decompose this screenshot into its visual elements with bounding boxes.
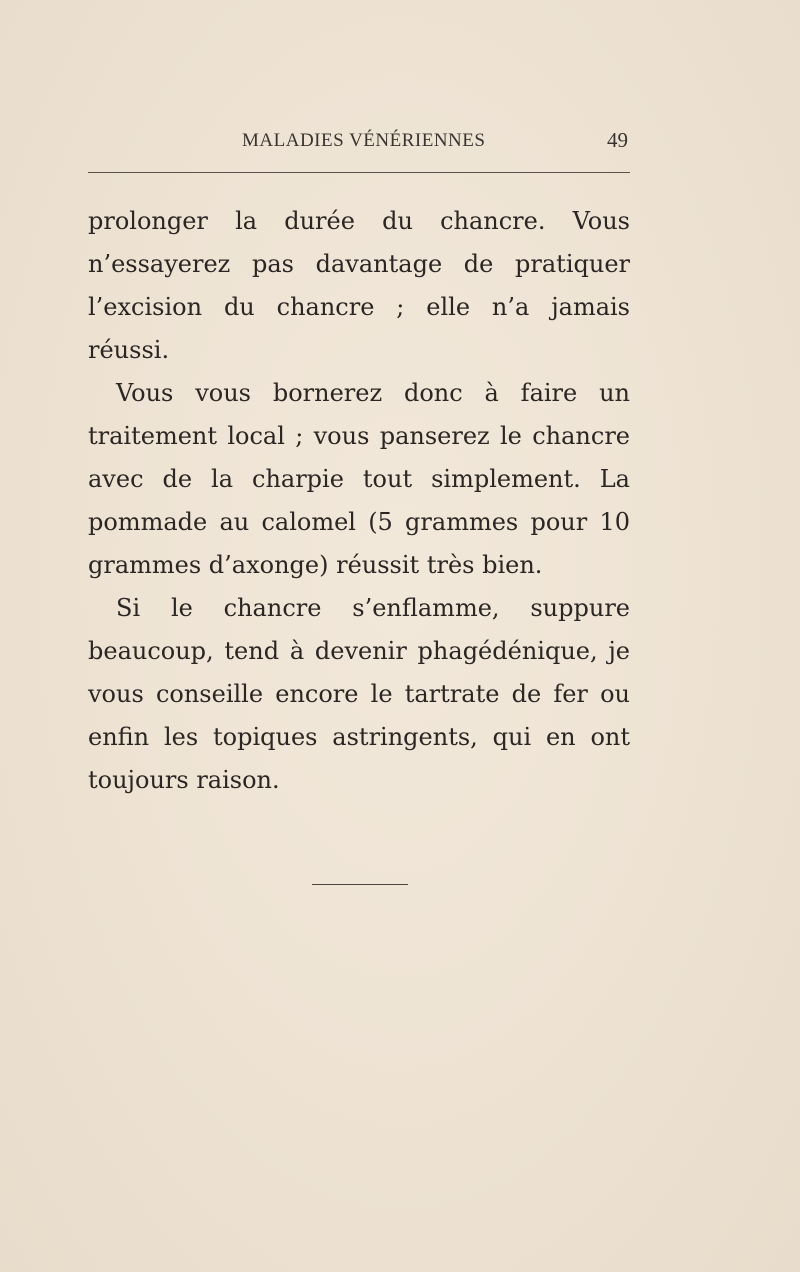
running-title: MALADIES VÉNÉRIENNES [242, 130, 486, 151]
page-header [88, 128, 630, 158]
section-end-rule [312, 884, 408, 885]
body-text [88, 200, 630, 802]
paragraph-3: Si le chancre s’enflamme, suppure beaucoup, tend à devenir phagédénique, je vous conseille encore le tartrate de fer ou enfin les topiques astringents, qui en ont toujours raison. [88, 594, 630, 794]
header-rule [88, 172, 630, 173]
page-number: 49 [607, 128, 628, 152]
paragraph-1: prolonger la durée du chancre. Vous n’essayerez pas davantage de pratiquer l’excision du chancre ; elle n’a jamais réussi. [88, 207, 630, 364]
paragraph-2: Vous vous bornerez donc à faire un traitement local ; vous panserez le chancre avec de la charpie tout simplement. La pommade au calomel (5 grammes pour 10 grammes d’axonge) réussit très bien. [88, 379, 630, 579]
